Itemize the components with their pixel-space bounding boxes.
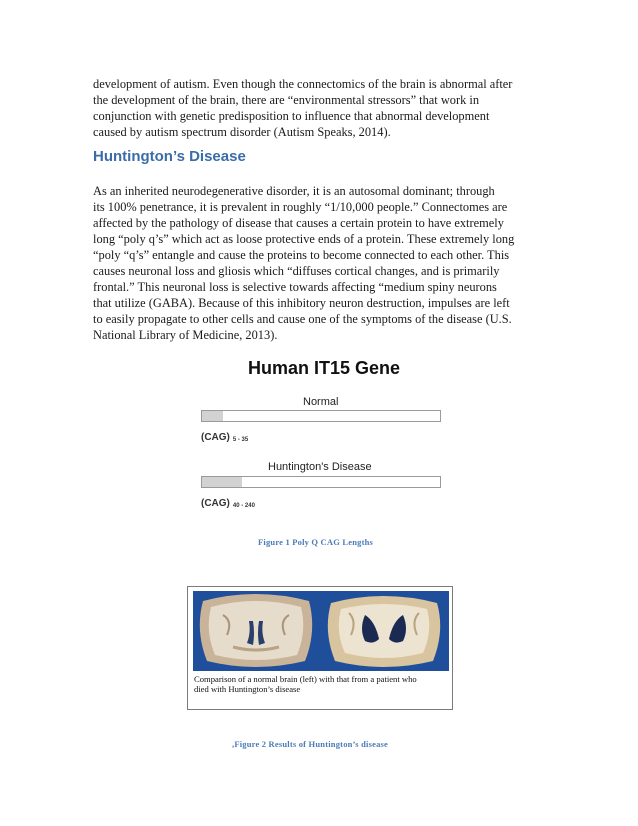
text-line: the development of the brain, there are “environmental stressors” that work in	[93, 93, 480, 107]
text-line: causes neuronal loss and gliosis which “diffuses cortical changes, and is primarily	[93, 264, 500, 278]
cag-text: (CAG)	[201, 432, 230, 443]
huntingtons-cag-label	[201, 498, 255, 509]
text-line: caused by autism spectrum disorder (Autism Speaks, 2014).	[93, 125, 391, 139]
figure-gene-diagram	[190, 358, 450, 518]
huntingtons-brain-image	[319, 591, 449, 671]
normal-cag-fill	[202, 411, 223, 421]
text-line: affected by the pathology of disease that causes a certain protein to have extremely	[93, 216, 504, 230]
normal-cag-bar	[201, 410, 441, 422]
paragraph-huntingtons	[93, 183, 548, 343]
normal-brain-image	[193, 591, 319, 671]
text-line: “poly “q’s” entangle and cause the proteins to become connected to each other. This	[93, 248, 510, 262]
text-line: its 100% penetrance, it is prevalent in roughly “1/10,000 people.” Connectomes are	[93, 200, 508, 214]
huntingtons-label: Huntington's Disease	[268, 461, 372, 473]
text-line: to easily propagate to other cells and cause one of the symptoms of the disease (U.S.	[93, 312, 512, 326]
figure-title: Human IT15 Gene	[248, 358, 401, 378]
figure2-embedded-caption	[194, 674, 450, 694]
cag-range: 5 - 35	[232, 437, 249, 443]
text-line: conjunction with genetic predisposition to influence that abnormal development	[93, 109, 490, 123]
text-line: that utilize (GABA). Because of this inhibitory neuron destruction, impulses are left	[93, 296, 510, 310]
text-line: National Library of Medicine, 2013).	[93, 328, 278, 342]
section-heading: Huntington’s Disease	[93, 148, 246, 165]
figure2-caption: ,Figure 2 Results of Huntington’s disease	[232, 739, 389, 749]
figure-brain-comparison	[187, 586, 453, 710]
cag-text: (CAG)	[201, 498, 230, 509]
normal-brain-illustration	[193, 591, 319, 671]
huntingtons-cag-fill	[202, 477, 242, 487]
paragraph-autism-conclusion	[93, 76, 548, 140]
text-line: As an inherited neurodegenerative disorder, it is an autosomal dominant; through	[93, 184, 495, 198]
text-line: long “poly q’s” which act as loose protective ends of a protein. These extremely long	[93, 232, 515, 246]
normal-label: Normal	[303, 396, 339, 408]
text-line: development of autism. Even though the connectomics of the brain is abnormal after	[93, 77, 513, 91]
text-line: died with Huntington’s disease	[194, 684, 301, 694]
normal-cag-label	[201, 432, 248, 443]
figure1-caption: Figure 1 Poly Q CAG Lengths	[258, 537, 374, 547]
huntingtons-cag-bar	[201, 476, 441, 488]
cag-range: 40 - 240	[232, 503, 255, 509]
text-line: frontal.” This neuronal loss is selective towards affecting “medium spiny neurons	[93, 280, 497, 294]
huntingtons-brain-illustration	[319, 591, 449, 671]
text-line: Comparison of a normal brain (left) with that from a patient who	[194, 674, 417, 684]
